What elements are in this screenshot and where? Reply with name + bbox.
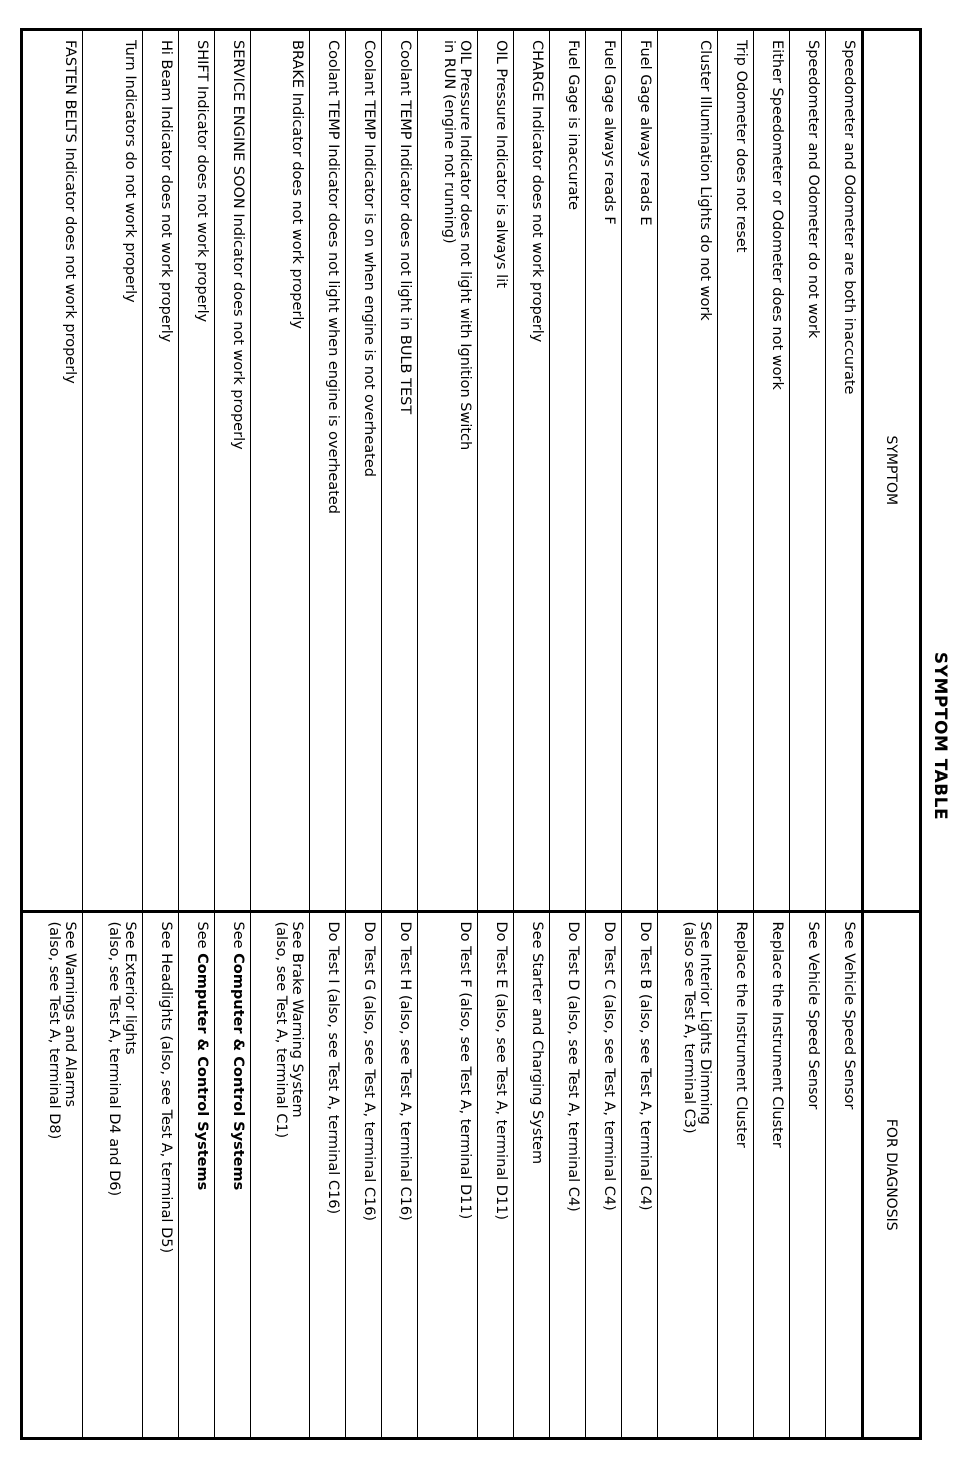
symptom-text: Fuel Gage always reads E: [636, 40, 653, 226]
diagnosis-cell: [310, 911, 346, 1437]
symptom-text: Fuel Gage always reads F: [600, 40, 617, 225]
diagnosis-text: See Vehicle Speed Sensor: [841, 921, 857, 1110]
symptom-text: Cluster Illumination Lights do not work: [696, 40, 713, 321]
table-body: [23, 31, 863, 1437]
diagnosis-text: Do Test H (also, see Test A, terminal C16): [397, 921, 414, 1221]
symptom-text: Speedometer and Odometer do not work: [804, 40, 821, 339]
diagnosis-cell: [621, 911, 657, 1437]
symptom-cell: [621, 31, 657, 911]
diagnosis-text: Do Test F (also, see Test A, terminal D11): [457, 921, 474, 1220]
diagnosis-text: [230, 922, 246, 1429]
diagnosis-text: [194, 922, 210, 1429]
diagnosis-cell: [585, 911, 621, 1437]
symptom-text: Turn Indicators do not work properly: [121, 40, 138, 303]
diagnosis-cell: [82, 911, 142, 1437]
diagnosis-text-continued: (also, see Test A, terminal D4 and D6): [105, 921, 122, 1197]
diagnosis-text: See Vehicle Speed Sensor: [804, 921, 821, 1110]
diagnosis-cell: [23, 911, 82, 1437]
table-row: [142, 31, 178, 1437]
diagnosis-text: Replace the Instrument Cluster: [732, 921, 749, 1148]
table-row: [753, 31, 789, 1437]
diagnosis-cell: [657, 911, 717, 1437]
table-row: [585, 31, 621, 1437]
diagnosis-cell: [178, 911, 214, 1437]
symptom-table-frame: [20, 28, 922, 1440]
diagnosis-cell: [825, 911, 862, 1437]
diagnosis-cell: [478, 911, 514, 1437]
symptom-text: Coolant TEMP Indicator is on when engine is not overheated: [361, 40, 378, 477]
diagnosis-text: Do Test C (also, see Test A, terminal C4): [600, 921, 617, 1211]
diagnosis-cell: [250, 911, 310, 1437]
header-symptom: SYMPTOM: [863, 31, 920, 911]
symptom-cell: [585, 31, 621, 911]
diagnosis-text: See Warnings and Alarms: [61, 921, 78, 1108]
symptom-text: Coolant TEMP Indicator does not light in BULB TEST: [397, 40, 414, 415]
diagnosis-cell: [382, 911, 418, 1437]
symptom-cell: [418, 31, 478, 911]
table-row: [214, 31, 250, 1437]
symptom-cell: [478, 31, 514, 911]
header-diagnosis: FOR DIAGNOSIS: [863, 911, 920, 1437]
table-row: [514, 31, 550, 1437]
symptom-text: Hi Beam Indicator does not work properly: [157, 40, 174, 343]
table-row: [478, 31, 514, 1437]
symptom-text: OIL Pressure Indicator does not light with Ignition Switch: [457, 40, 474, 451]
symptom-cell: [753, 31, 789, 911]
symptom-cell: [550, 31, 586, 911]
diagnosis-cell: [753, 911, 789, 1437]
table-row: [621, 31, 657, 1437]
diagnosis-cell: [717, 911, 753, 1437]
diagnosis-text: Do Test G (also, see Test A, terminal C16): [361, 921, 378, 1222]
table-row: [418, 31, 478, 1437]
diagnosis-text: Do Test E (also, see Test A, terminal D11): [493, 921, 510, 1221]
symptom-cell: [142, 31, 178, 911]
diagnosis-text-continued: (also, see Test A, terminal C1): [273, 921, 290, 1139]
symptom-cell: [23, 31, 82, 911]
symptom-text: Coolant TEMP Indicator does not light when engine is overheated: [325, 40, 342, 515]
diagnosis-text: See Starter and Charging System: [529, 921, 546, 1165]
table-row: [550, 31, 586, 1437]
diagnosis-cell: [346, 911, 382, 1437]
symptom-text: SERVICE ENGINE SOON Indicator does not work properly: [229, 40, 246, 450]
diagnosis-text: Do Test D (also, see Test A, terminal C4): [564, 921, 581, 1212]
symptom-cell: [789, 31, 825, 911]
symptom-cell: [657, 31, 717, 911]
table-row: [825, 31, 862, 1437]
table-row: [250, 31, 310, 1437]
diagnosis-prefix: See: [229, 921, 246, 954]
diagnosis-text: Do Test I (also, see Test A, terminal C16): [325, 921, 342, 1215]
table-row: [657, 31, 717, 1437]
diagnosis-cell: [789, 911, 825, 1437]
symptom-text: CHARGE Indicator does not work properly: [529, 40, 546, 343]
diagnosis-text-continued: (also, see Test A, terminal D8): [45, 921, 62, 1140]
symptom-text-continued: in RUN (engine not running): [441, 40, 458, 244]
table-row: [382, 31, 418, 1437]
diagnosis-text: See Exterior lights: [121, 921, 138, 1055]
table-header-row: [863, 31, 920, 1437]
symptom-cell: [346, 31, 382, 911]
table-row: [789, 31, 825, 1437]
symptom-text: SHIFT Indicator does not work properly: [193, 40, 210, 323]
diagnosis-text-continued: (also see Test A, terminal C3): [680, 921, 697, 1134]
symptom-text: BRAKE Indicator does not work properly: [289, 40, 306, 329]
diagnosis-cell: [550, 911, 586, 1437]
symptom-text: OIL Pressure Indicator is always lit: [493, 40, 510, 288]
symptom-cell: [82, 31, 142, 911]
table-row: [82, 31, 142, 1437]
diagnosis-cell: [514, 911, 550, 1437]
symptom-text: Speedometer and Odometer are both inaccurate: [841, 40, 857, 395]
diagnosis-cell: [418, 911, 478, 1437]
symptom-text: Either Speedometer or Odometer does not work: [768, 40, 785, 390]
symptom-table: [23, 31, 919, 1437]
diagnosis-text: Replace the Instrument Cluster: [768, 921, 785, 1148]
diagnosis-prefix: See: [193, 921, 210, 954]
symptom-cell: [825, 31, 862, 911]
page-title: SYMPTOM TABLE: [930, 651, 950, 821]
diagnosis-text: See Headlights (also, see Test A, terminal D5): [157, 921, 174, 1254]
symptom-cell: [178, 31, 214, 911]
diagnosis-text: Do Test B (also, see Test A, terminal C4): [636, 921, 653, 1211]
table-row: [310, 31, 346, 1437]
diagnosis-reference: Computer & Control Systems: [229, 953, 246, 1191]
symptom-cell: [214, 31, 250, 911]
diagnosis-reference: Computer & Control Systems: [193, 953, 210, 1191]
symptom-cell: [310, 31, 346, 911]
table-row: [23, 31, 82, 1437]
symptom-cell: [382, 31, 418, 911]
symptom-text: FASTEN BELTS Indicator does not work properly: [61, 40, 78, 384]
diagnosis-cell: [142, 911, 178, 1437]
table-row: [717, 31, 753, 1437]
symptom-cell: [250, 31, 310, 911]
symptom-cell: [514, 31, 550, 911]
diagnosis-cell: [214, 911, 250, 1437]
table-row: [178, 31, 214, 1437]
table-row: [346, 31, 382, 1437]
diagnosis-text: See Interior Lights Dimming: [696, 921, 713, 1125]
symptom-text: Trip Odometer does not reset: [732, 40, 749, 253]
diagnosis-text: See Brake Warning System: [289, 921, 306, 1118]
symptom-text: Fuel Gage is inaccurate: [564, 40, 581, 211]
symptom-cell: [717, 31, 753, 911]
